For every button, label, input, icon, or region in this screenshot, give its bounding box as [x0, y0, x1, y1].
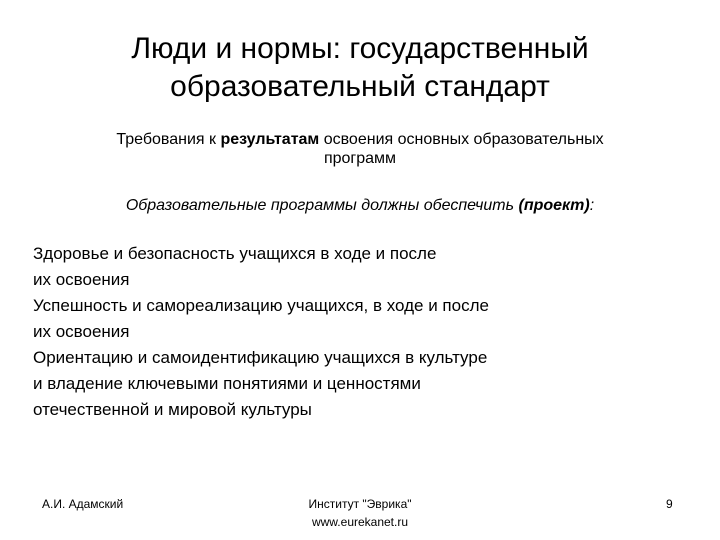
body-line-1: Здоровье и безопасность учащихся в ходе и после	[33, 244, 437, 263]
slide-title	[60, 30, 660, 106]
body-line-2: их освоения	[33, 270, 130, 289]
footer-page-number: 9	[666, 497, 673, 511]
body-line-5: Ориентацию и самоидентификацию учащихся в культуре	[33, 348, 488, 367]
subtitle-text-before: Требования к	[116, 131, 221, 148]
body-line-3: Успешность и самореализацию учащихся, в ходе и после	[33, 296, 489, 315]
footer-institute	[260, 495, 460, 531]
programs-intro-bold: (проект)	[518, 197, 590, 214]
programs-intro-colon: :	[589, 197, 595, 214]
body-line-4: их освоения	[33, 322, 130, 341]
body-line-7: отечественной и мировой культуры	[33, 400, 312, 419]
subtitle-text-after: освоения основных образовательных	[319, 131, 604, 148]
footer-institute-name: Институт "Эврика"	[308, 497, 412, 511]
subtitle-bold-keyword: результатам	[220, 131, 320, 148]
footer-author: А.И. Адамский	[42, 497, 124, 511]
slide-title-line-1: Люди и нормы: государственный	[131, 32, 589, 65]
footer-institute-url: www.eurekanet.ru	[311, 515, 409, 529]
programs-intro-text: Образовательные программы должны обеспечить	[125, 197, 519, 214]
slide-title-line-2: образовательный стандарт	[170, 70, 550, 103]
subtitle-line-2: программ	[323, 150, 397, 167]
body-line-6: и владение ключевыми понятиями и ценностями	[33, 374, 421, 393]
programs-intro	[40, 196, 680, 216]
slide-subtitle	[40, 130, 680, 168]
body-list	[33, 241, 593, 423]
